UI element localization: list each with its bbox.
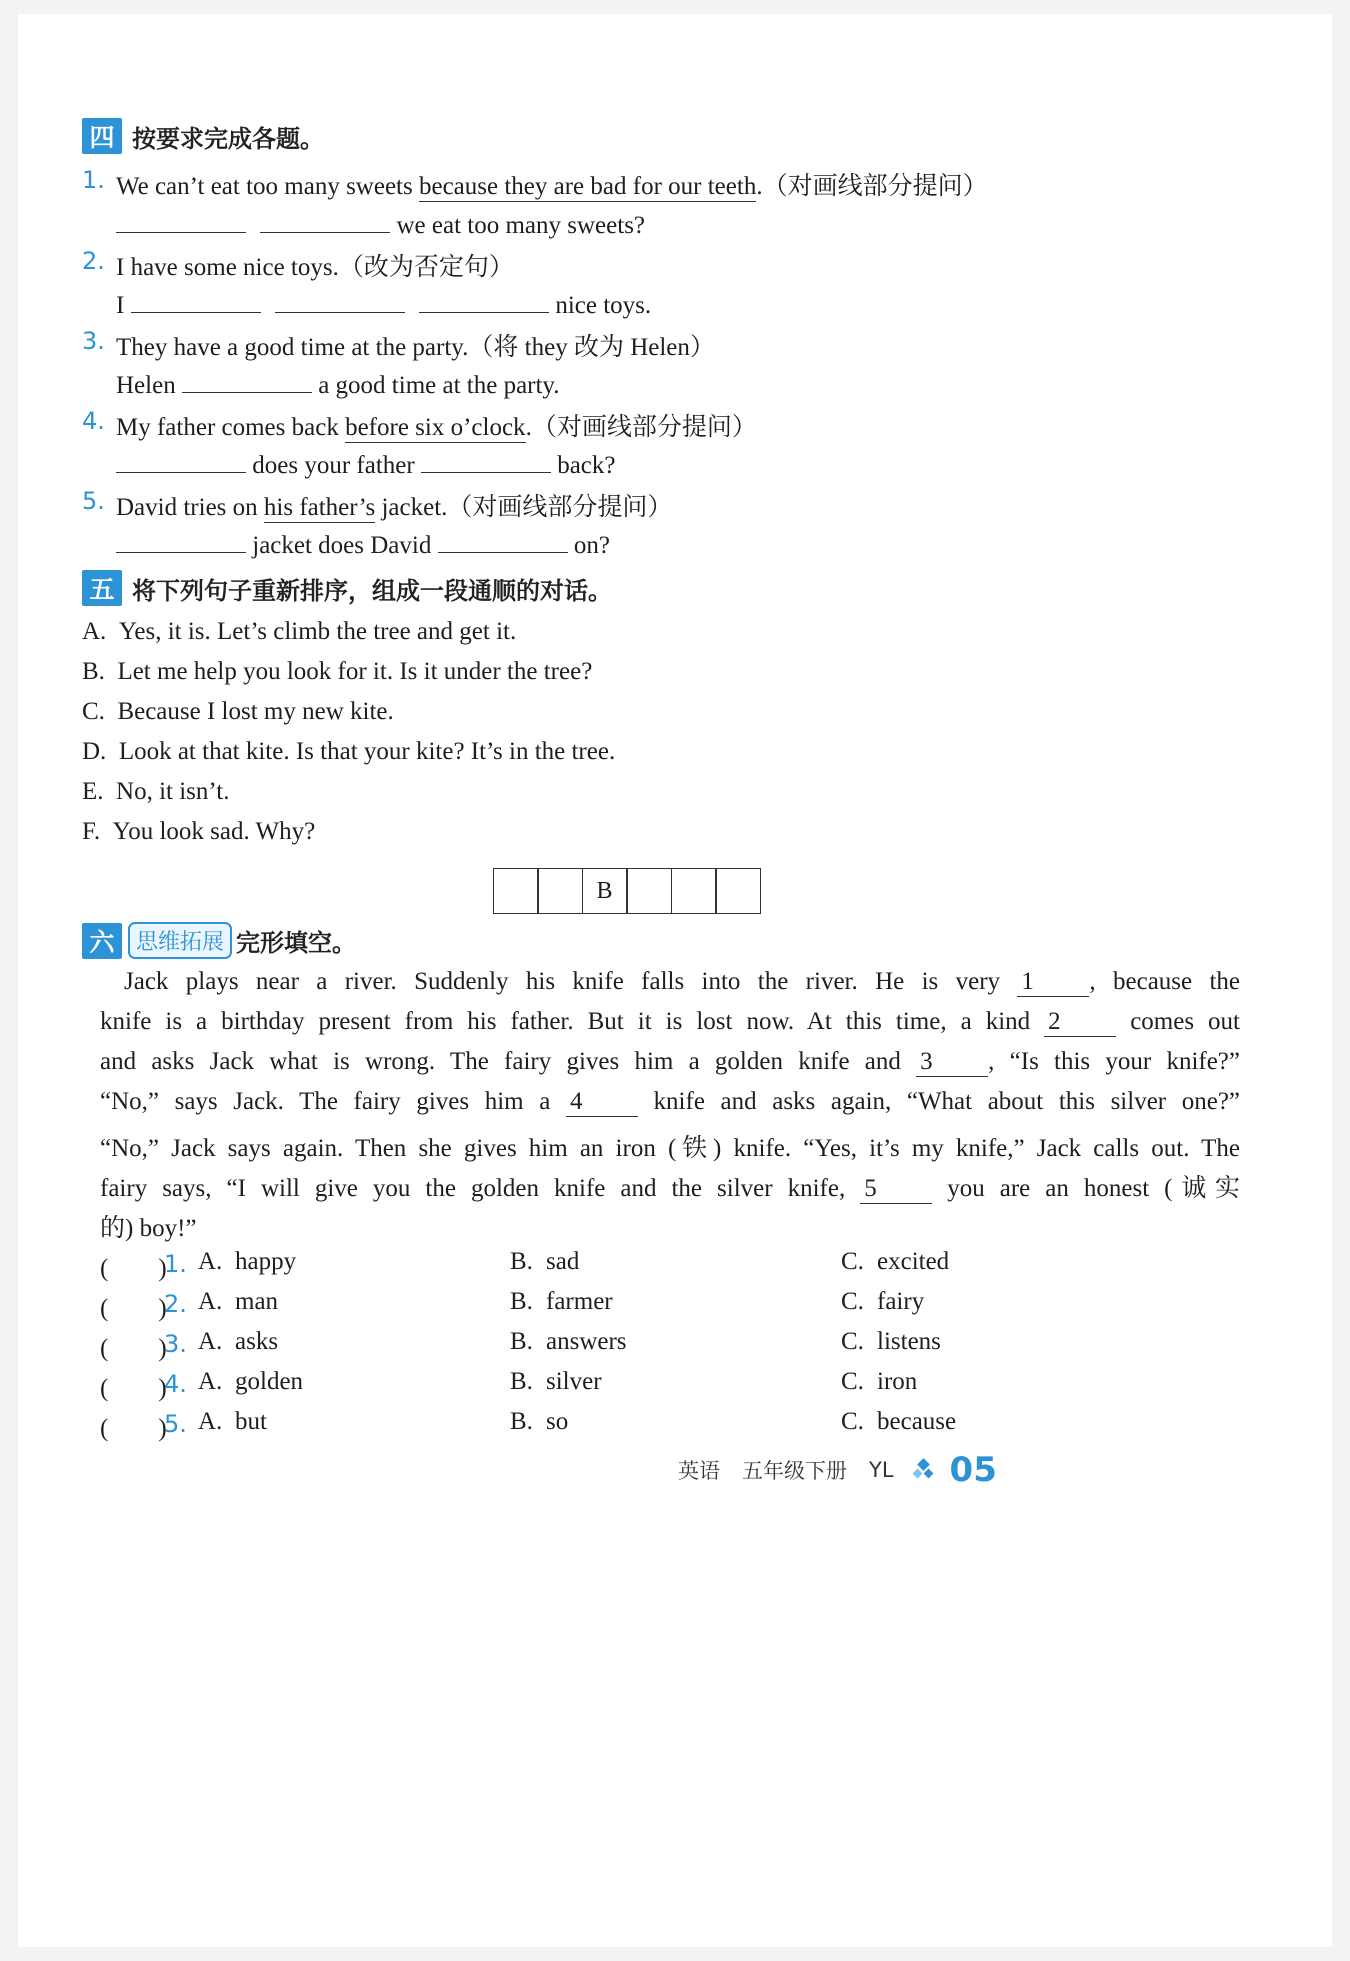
answer-blank[interactable]: [438, 528, 568, 553]
dialog-item-label: A.: [82, 618, 107, 645]
dialog-item-text: Look at that kite. Is that your kite? It’s in the tree.: [118, 738, 616, 765]
passage-text: knife and asks again, “What about this silver one?”: [653, 1088, 1241, 1115]
option-number: 5.: [164, 1410, 187, 1438]
footer-grade: 五年级下册: [742, 1459, 847, 1483]
q4-answer-text: back?: [550, 452, 616, 479]
q1-text: [116, 166, 988, 202]
q3-line: [82, 327, 105, 356]
option-a-label: A.: [198, 1368, 223, 1395]
option-b-label: B.: [510, 1328, 533, 1355]
option-a-label: A.: [198, 1248, 223, 1275]
order-box[interactable]: [493, 868, 539, 914]
cloze-blank-4[interactable]: 4: [566, 1088, 638, 1117]
answer-paren[interactable]: ( ): [100, 1415, 167, 1442]
dialog-item-label: F.: [82, 818, 101, 845]
option-b: so: [546, 1408, 569, 1435]
option-b: answers: [546, 1328, 627, 1355]
answer-blank[interactable]: [116, 448, 246, 473]
q2-answer-text: nice toys.: [549, 292, 652, 319]
dialog-item-text: You look sad. Why?: [112, 818, 316, 845]
passage-line: 的) boy!”: [100, 1215, 197, 1242]
answer-blank[interactable]: [182, 368, 312, 393]
option-c: because: [877, 1408, 957, 1435]
answer-blank[interactable]: [260, 208, 390, 233]
cloze-blank-5[interactable]: 5: [860, 1175, 932, 1204]
answer-paren[interactable]: ( ): [100, 1335, 167, 1362]
option-b: sad: [546, 1248, 580, 1275]
option-c-label: C.: [841, 1408, 864, 1435]
answer-paren[interactable]: ( ): [100, 1295, 167, 1322]
answer-blank[interactable]: [116, 208, 246, 233]
cloze-blank-2[interactable]: 2: [1044, 1008, 1116, 1037]
answer-paren[interactable]: ( ): [100, 1255, 167, 1282]
dialog-item: [82, 618, 516, 646]
q4-number: 4.: [82, 407, 105, 435]
passage-line: [124, 968, 1240, 997]
dialog-item: [82, 738, 615, 766]
section-4-title: 按要求完成各题。: [132, 124, 324, 153]
q5-number: 5.: [82, 487, 105, 515]
q2-line: [82, 247, 105, 276]
q5-answer: [116, 528, 610, 560]
section-6-header: [82, 922, 356, 959]
answer-paren[interactable]: ( ): [100, 1375, 167, 1402]
q4-underlined: before six o’clock: [345, 414, 526, 441]
option-b-label: B.: [510, 1288, 533, 1315]
option-number: 2.: [164, 1290, 187, 1318]
option-c: excited: [877, 1248, 950, 1275]
q4-answer: [116, 448, 616, 480]
q4-post: .（对画线部分提问）: [525, 414, 757, 441]
option-c: fairy: [877, 1288, 925, 1315]
order-box[interactable]: [715, 868, 761, 914]
passage-text: , “Is this your knife?”: [988, 1048, 1241, 1075]
answer-blank[interactable]: [131, 288, 261, 313]
passage-line: [100, 1168, 1240, 1204]
q5-answer-mid: jacket does David: [246, 532, 438, 559]
q2-answer-pre: I: [116, 292, 131, 319]
dialog-item-text: Because I lost my new kite.: [117, 698, 394, 725]
worksheet-page: [18, 14, 1332, 1947]
option-row: [100, 1368, 1250, 1400]
q3-answer-pre: Helen: [116, 372, 182, 399]
section-4-header: [82, 118, 324, 154]
q1-line: [82, 166, 105, 195]
footer-edition: YL: [869, 1458, 894, 1482]
option-row: [100, 1248, 1250, 1280]
passage-line: [100, 1088, 1240, 1117]
q5-pre: David tries on: [116, 494, 264, 521]
answer-blank[interactable]: [419, 288, 549, 313]
answer-blank[interactable]: [421, 448, 551, 473]
option-b-label: B.: [510, 1368, 533, 1395]
section-6-number: 六: [82, 923, 122, 959]
option-c: iron: [877, 1368, 918, 1395]
q5-text: [116, 487, 672, 523]
q2-answer: [116, 288, 651, 320]
passage-line: [100, 1008, 1240, 1037]
option-c-label: C.: [841, 1368, 864, 1395]
passage-text: , because the: [1089, 968, 1241, 995]
section-6-title: 完形填空。: [236, 929, 357, 957]
q1-answer-text: we eat too many sweets?: [390, 212, 646, 239]
section-4-number: 四: [82, 118, 122, 154]
section-5-header: [82, 570, 612, 606]
dialog-item-text: Yes, it is. Let’s climb the tree and get it.: [118, 618, 517, 645]
option-b: farmer: [546, 1288, 613, 1315]
q3-text: They have a good time at the party.（将 they 改为 Helen）: [116, 334, 715, 361]
passage-text: you are an honest (诚实: [947, 1175, 1241, 1202]
passage-text: fairy says, “I will give you the golden knife and the silver knife,: [100, 1175, 846, 1202]
order-box[interactable]: [626, 868, 672, 914]
page-footer: [678, 1450, 997, 1490]
passage-text: knife is a birthday present from his father. But it is lost now. At this time, a kind: [100, 1008, 1031, 1035]
option-a: happy: [235, 1248, 297, 1275]
option-c-label: C.: [841, 1328, 864, 1355]
dialog-item-text: No, it isn’t.: [116, 778, 230, 805]
option-row: [100, 1288, 1250, 1320]
order-box[interactable]: B: [582, 868, 628, 914]
q4-text: [116, 407, 757, 443]
dialog-item-label: E.: [82, 778, 104, 805]
footer-subject: 英语: [678, 1459, 720, 1483]
option-a-label: A.: [198, 1328, 223, 1355]
passage-text: “No,” says Jack. The fairy gives him a: [100, 1088, 551, 1115]
passage-text: and asks Jack what is wrong. The fairy gives him a golden knife and: [100, 1048, 901, 1075]
option-number: 1.: [164, 1250, 187, 1278]
order-answer-boxes: [494, 868, 761, 914]
dialog-item: [82, 698, 394, 726]
option-a: man: [235, 1288, 279, 1315]
option-b: silver: [546, 1368, 602, 1395]
q5-line: [82, 487, 105, 516]
section-5-title: 将下列句子重新排序，组成一段通顺的对话。: [132, 576, 612, 605]
thinking-extension-tag: 思维拓展: [128, 922, 232, 959]
q5-answer-text: on?: [567, 532, 610, 559]
q5-post: jacket.（对画线部分提问）: [375, 494, 673, 521]
page-number: 05: [949, 1450, 997, 1490]
dialog-item-label: C.: [82, 698, 105, 725]
dialog-item: [82, 658, 592, 686]
option-c-label: C.: [841, 1248, 864, 1275]
cloze-blank-3[interactable]: 3: [916, 1048, 988, 1077]
section-5-number: 五: [82, 570, 122, 606]
q3-answer: [116, 368, 560, 400]
answer-blank[interactable]: [116, 528, 246, 553]
option-a: asks: [235, 1328, 279, 1355]
dialog-item: [82, 778, 229, 806]
dialog-item-label: B.: [82, 658, 105, 685]
q5-underlined: his father’s: [263, 494, 376, 521]
option-row: [100, 1328, 1250, 1360]
q1-post: .（对画线部分提问）: [756, 173, 988, 200]
dialog-item-label: D.: [82, 738, 107, 765]
option-b-label: B.: [510, 1248, 533, 1275]
option-row: [100, 1408, 1250, 1440]
q3-number: 3.: [82, 327, 105, 355]
q1-pre: We can’t eat too many sweets: [116, 173, 419, 200]
cloze-blank-1[interactable]: 1: [1017, 968, 1089, 997]
q1-answer: [116, 208, 645, 240]
order-box[interactable]: [537, 868, 583, 914]
q4-pre: My father comes back: [116, 414, 346, 441]
dialog-item-text: Let me help you look for it. Is it under the tree?: [117, 658, 593, 685]
passage-text: comes out: [1130, 1008, 1241, 1035]
order-box[interactable]: [671, 868, 717, 914]
option-a: golden: [235, 1368, 304, 1395]
option-number: 3.: [164, 1330, 187, 1358]
diamond-icon: [912, 1458, 936, 1482]
option-c-label: C.: [841, 1288, 864, 1315]
q2-text: I have some nice toys.（改为否定句）: [116, 254, 514, 281]
q1-underlined: because they are bad for our teeth: [418, 173, 757, 200]
passage-text: Jack plays near a river. Suddenly his knife falls into the river. He is very: [124, 968, 1001, 995]
option-c: listens: [877, 1328, 941, 1355]
q4-answer-mid: does your father: [246, 452, 421, 479]
q4-line: [82, 407, 105, 436]
passage-line: “No,” Jack says again. Then she gives him an iron (铁) knife. “Yes, it’s my knife,” Jack calls out. The: [100, 1135, 1240, 1162]
q2-number: 2.: [82, 247, 105, 275]
option-a-label: A.: [198, 1408, 223, 1435]
q3-answer-text: a good time at the party.: [311, 372, 560, 399]
dialog-item: [82, 818, 315, 846]
answer-blank[interactable]: [275, 288, 405, 313]
option-a: but: [235, 1408, 267, 1435]
passage-line: [100, 1048, 1240, 1077]
q1-number: 1.: [82, 166, 105, 194]
option-number: 4.: [164, 1370, 187, 1398]
option-b-label: B.: [510, 1408, 533, 1435]
option-a-label: A.: [198, 1288, 223, 1315]
